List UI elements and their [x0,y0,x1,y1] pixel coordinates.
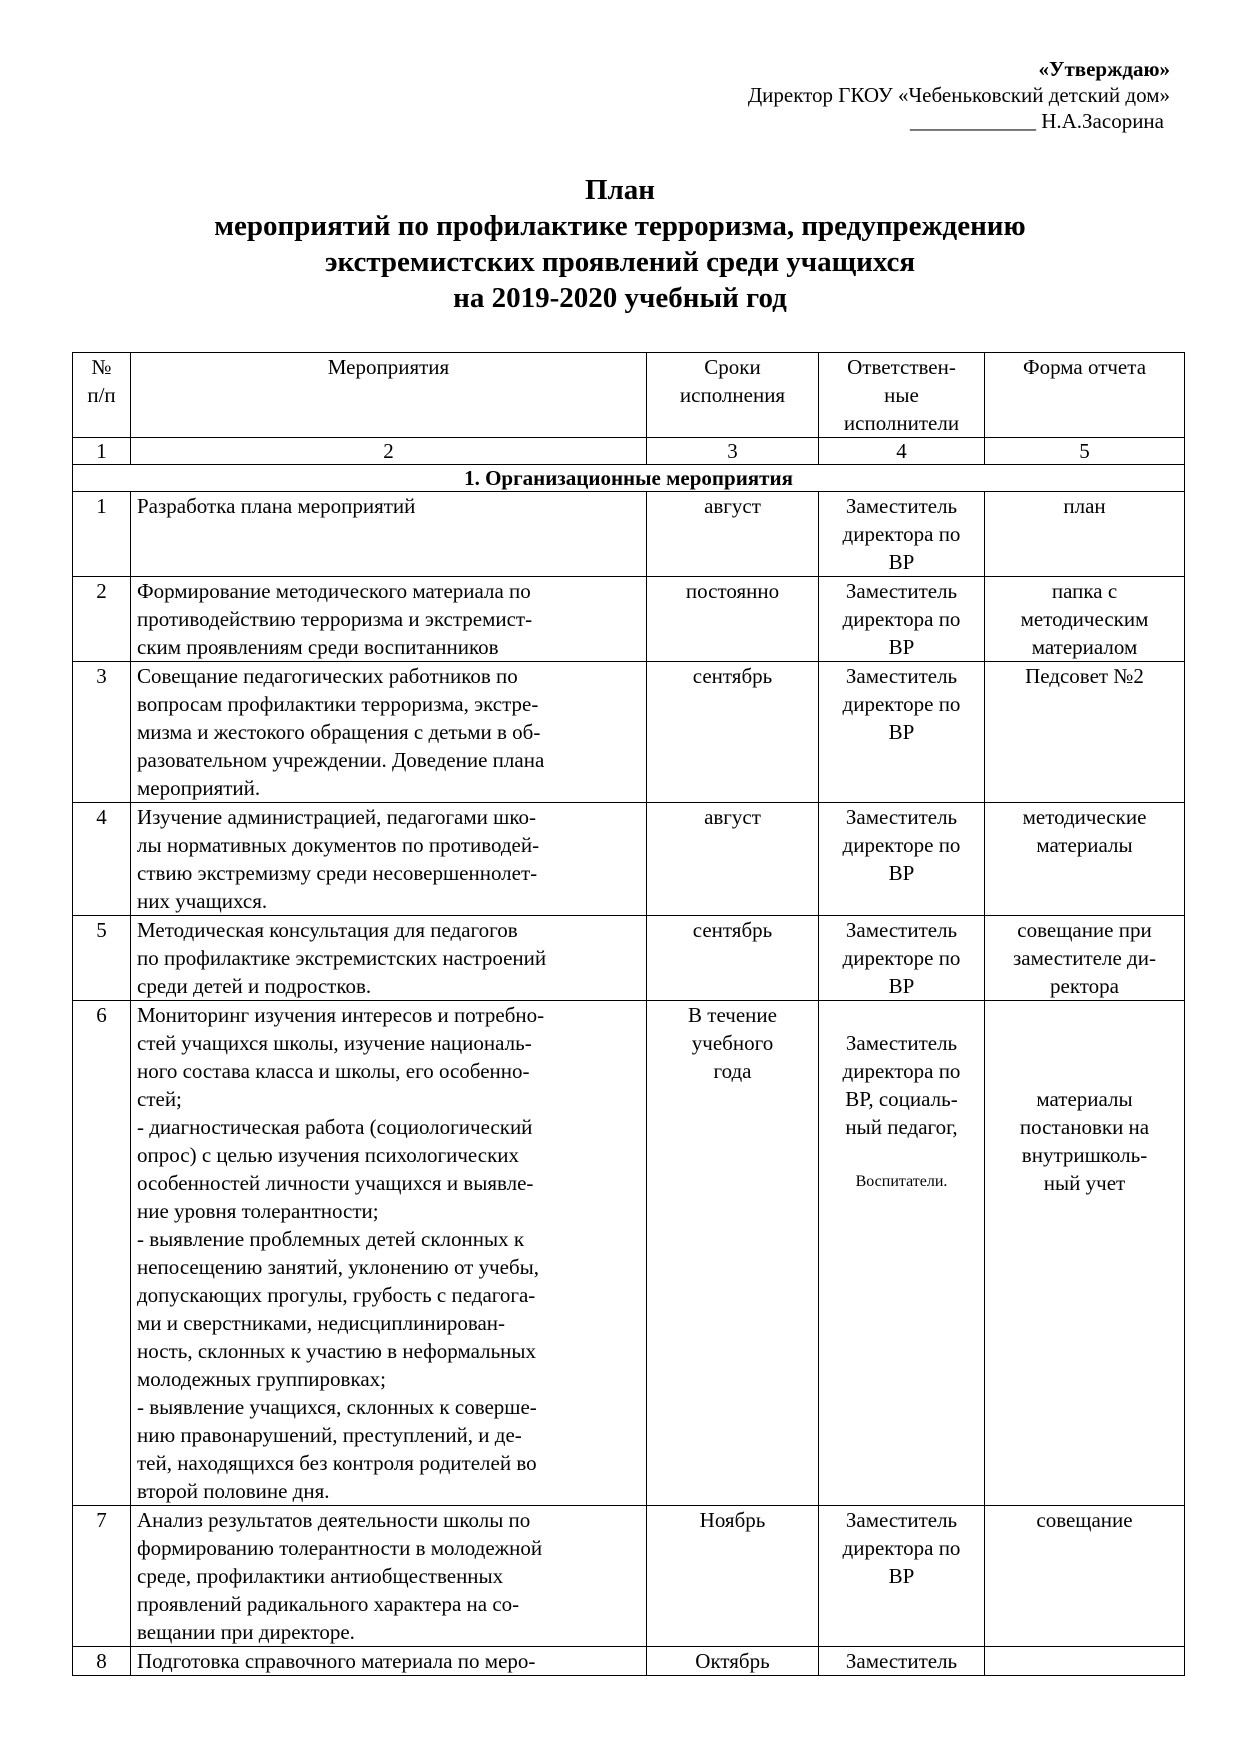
row-responsible: Заместитель директоре по ВР [819,803,985,916]
row-report: папка с методическим материалом [985,577,1185,662]
row-responsible: Заместитель директора по ВР [819,1506,985,1647]
row-report: материалы постановки на внутришколь- ный учет [1019,1087,1150,1195]
row-responsible: Заместитель директора по ВР, социаль- ный педагог, [842,1031,961,1139]
row-responsible: Заместитель директора по ВР [819,577,985,662]
header-responsible: Ответствен- ные исполнители [819,353,985,438]
row-num: 7 [73,1506,131,1647]
row-num: 4 [73,803,131,916]
row-term: В течение учебного года [647,1001,819,1506]
approval-signature: ____________ Н.А.Засорина [909,109,1164,133]
row-num: 6 [73,1001,131,1506]
report-spacer [991,1029,1178,1057]
row-term: август [647,803,819,916]
header-report: Форма отчета [985,353,1185,438]
row-num: 1 [73,492,131,577]
row-report [985,1647,1185,1676]
row-responsible: Заместитель [819,1647,985,1676]
approval-position: Директор ГКОУ «Чебеньковский детский дом» [747,83,1170,107]
row-responsible-extra: Воспитатели. [855,1173,948,1190]
row-report: Педсовет №2 [985,662,1185,803]
approval-block [610,56,1170,134]
row-term: Ноябрь [647,1506,819,1647]
row-activity: Методическая консультация для педагогов по профилактике экстремистских настроений среди детей и подростков. [131,916,647,1001]
table-row [73,1001,1185,1506]
row-term: сентябрь [647,662,819,803]
column-index: 2 [131,438,647,465]
title-line-3: экстремистских проявлений среди учащихся [324,246,916,278]
row-activity: Мониторинг изучения интересов и потребно- стей учащихся школы, изучение националь- ного состава класса и школы, его особенно- стей; - диагностическая работа (социологический опрос) с целью изучения психологических особенностей личности учащихся и выявле- ние уровня толерантности; - выявление проблемных детей склонных к непосещению занятий, уклонению от учебы, допускающих прогулы, грубость с педагога- ми и сверстниками, недисциплинирован- ность, склонных к участию в неформальных молодежных группировках; - выявление учащихся, склонных к соверше- нию правонарушений, преступлений, и де- тей, находящихся без контроля родителей во второй половине дня. [131,1001,647,1506]
row-responsible: Заместитель директоре по ВР [819,662,985,803]
column-index: 1 [73,438,131,465]
row-num: 3 [73,662,131,803]
title-line-2: мероприятий по профилактике терроризма, предупреждению [214,210,1026,242]
header-num: № п/п [73,353,131,438]
approval-title: «Утверждаю» [1038,57,1170,81]
row-num: 5 [73,916,131,1001]
table-row [73,916,1185,1001]
row-activity: Формирование методического материала по противодействию терроризма и экстремист- ским проявлениям среди воспитанников [131,577,647,662]
row-responsible-cell [819,1001,985,1506]
row-report-cell [985,1001,1185,1506]
row-responsible: Заместитель директоре по ВР [819,916,985,1001]
section-row [73,465,1185,492]
row-report: план [985,492,1185,577]
row-report: совещание [985,1506,1185,1647]
column-index: 3 [647,438,819,465]
table-row [73,492,1185,577]
plan-table [72,352,1185,1676]
row-num: 8 [73,1647,131,1676]
table-row [73,662,1185,803]
row-num: 2 [73,577,131,662]
column-index: 5 [985,438,1185,465]
column-index-row [73,438,1185,465]
title-line-4: на 2019-2020 учебный год [453,282,787,314]
document-title [0,172,1240,316]
header-activity: Мероприятия [131,353,647,438]
row-term: август [647,492,819,577]
row-activity: Изучение администрацией, педагогами шко- лы нормативных документов по противодей- ствию экстремизму среди несовершеннолет- них учащихся. [131,803,647,916]
table-row [73,803,1185,916]
table-row [73,1647,1185,1676]
row-activity: Совещание педагогических работников по вопросам профилактики терроризма, экстре- мизма и жестокого обращения с детьми в об- разовательном учреждении. Доведение плана мероприятий. [131,662,647,803]
section-title: 1. Организационные мероприятия [73,465,1185,492]
row-report: совещание при заместителе ди- ректора [985,916,1185,1001]
header-row [73,353,1185,438]
column-index: 4 [819,438,985,465]
row-term: сентябрь [647,916,819,1001]
row-activity: Разработка плана мероприятий [131,492,647,577]
title-line-1: План [584,174,656,206]
table-row [73,1506,1185,1647]
header-term: Сроки исполнения [647,353,819,438]
table-row [73,577,1185,662]
row-term: Октябрь [647,1647,819,1676]
row-activity: Анализ результатов деятельности школы по формированию толерантности в молодежной среде, профилактики антиобщественных проявлений радикального характера на со- вещании при директоре. [131,1506,647,1647]
row-report: методические материалы [985,803,1185,916]
row-activity: Подготовка справочного материала по меро- [131,1647,647,1676]
row-responsible: Заместитель директора по ВР [819,492,985,577]
row-term: постоянно [647,577,819,662]
